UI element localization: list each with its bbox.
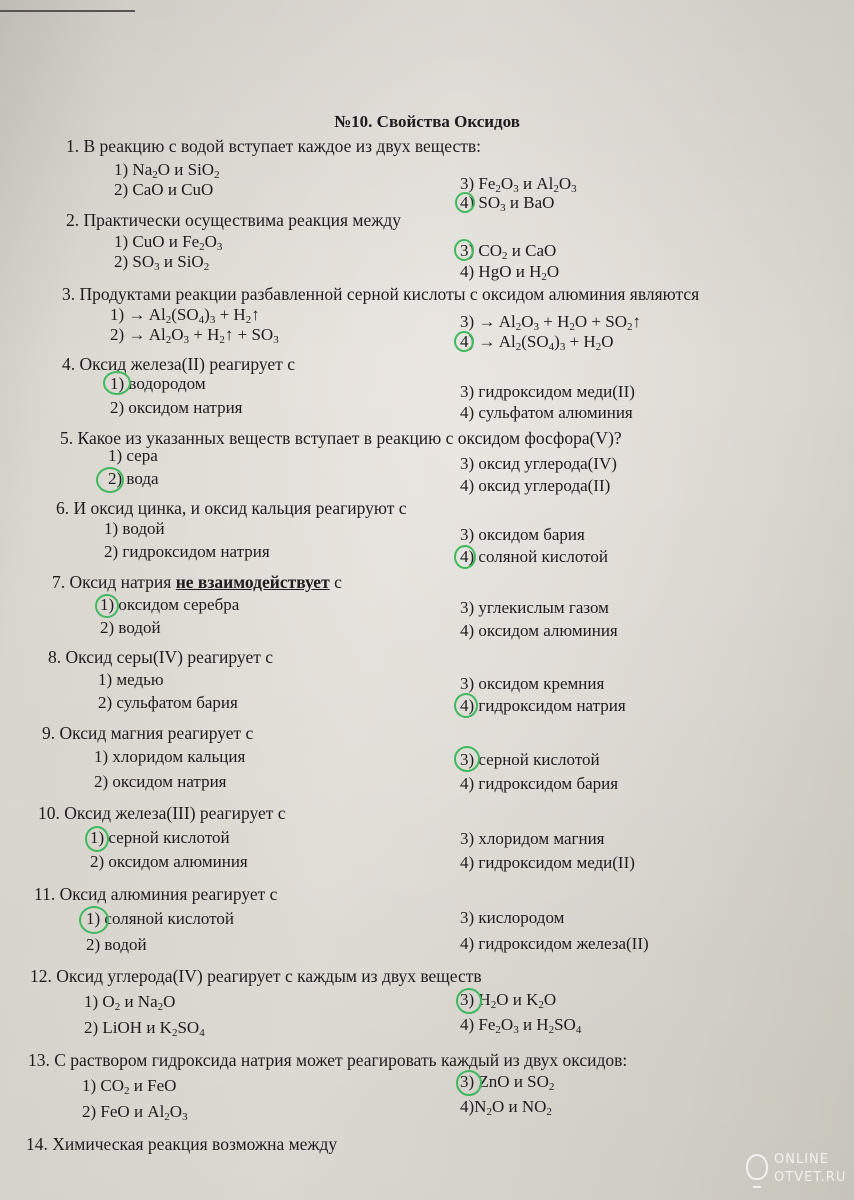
q9-option-1: 1) хлоридом кальция: [94, 747, 246, 766]
q4-option-4: 4) сульфатом алюминия: [460, 403, 633, 422]
question-5: 5. Какое из указанных веществ вступает в реакцию с оксидом фосфора(V)?: [60, 428, 622, 448]
question-7: [52, 572, 342, 592]
q7-option-1: 1) оксидом серебра: [100, 595, 240, 614]
q8-option-1: 1) медью: [98, 670, 164, 689]
question-13: 13. С раствором гидроксида натрия может реагировать каждый из двух оксидов:: [28, 1050, 628, 1070]
q2-option-4: 4) HgO и $H_2O$: [460, 262, 560, 283]
question-11: 11. Оксид алюминия реагирует с: [34, 884, 278, 904]
q13-option-2: 2) FeO и $Al_2O_3$: [82, 1102, 188, 1123]
question-8: 8. Оксид серы(IV) реагирует с: [48, 647, 274, 667]
question-1: 1. В реакцию с водой вступает каждое из двух веществ:: [66, 136, 482, 156]
question-3: 3. Продуктами реакции разбавленной серной кислоты с оксидом алюминия являются: [62, 284, 700, 304]
question-12: 12. Оксид углерода(IV) реагирует с каждым из двух веществ: [30, 966, 482, 986]
q1-option-4: 4) $SO_3$ и BaO: [460, 193, 555, 214]
q13-option-1: 1) $CO_2$ и FeO: [82, 1076, 177, 1097]
watermark-line-2: OTVET.RU: [774, 1170, 847, 1185]
q3-option-4: $4) \to Al_2(SO_4)_3 + H_2O$: [460, 332, 614, 353]
q2-option-1: 1) CuO и $Fe_2O_3$: [114, 232, 223, 253]
q4-option-3: 3) гидроксидом меди(II): [460, 382, 635, 401]
q8-option-2: 2) сульфатом бария: [98, 693, 238, 712]
q12-option-2: 2) LiOH и $K_2SO_4$: [84, 1018, 205, 1039]
q5-option-4: 4) оксид углерода(II): [460, 476, 611, 495]
question-6: 6. И оксид цинка, и оксид кальция реагируют с: [56, 498, 407, 518]
q8-option-4: 4) гидроксидом натрия: [460, 696, 626, 715]
q6-option-1: 1) водой: [104, 519, 165, 538]
q12-option-4: 4) $Fe_2O_3$ и $H_2SO_4$: [460, 1015, 582, 1036]
q7-option-2: 2) водой: [100, 618, 161, 637]
q12-option-3: 3) $H_2O$ и $K_2O$: [460, 990, 557, 1011]
q8-option-3: 3) оксидом кремния: [460, 674, 605, 693]
q7-option-3: 3) углекислым газом: [460, 598, 609, 617]
question-14: 14. Химическая реакция возможна между: [26, 1134, 338, 1154]
q10-option-1: 1) серной кислотой: [90, 828, 230, 847]
q10-option-3: 3) хлоридом магния: [460, 829, 605, 848]
q13-option-3: 3) ZnO и $SO_2$: [460, 1072, 555, 1093]
watermark-logo: [746, 1150, 846, 1192]
q5-option-2: 2) вода: [108, 469, 159, 488]
question-9: 9. Оксид магния реагирует с: [42, 723, 254, 743]
q6-option-3: 3) оксидом бария: [460, 525, 585, 544]
top-rule: [0, 10, 135, 12]
q10-option-2: 2) оксидом алюминия: [90, 852, 248, 871]
q11-option-4: 4) гидроксидом железа(II): [460, 934, 649, 953]
q1-option-2: 2) CaO и CuO: [114, 180, 214, 199]
q4-option-2: 2) оксидом натрия: [110, 398, 243, 417]
q3-option-2: $2) \to Al_2O_3$ + $H_2↑ + SO_3$: [110, 325, 279, 346]
q10-option-4: 4) гидроксидом меди(II): [460, 853, 635, 872]
q5-option-1: 1) сера: [108, 446, 158, 465]
question-7-emphasis: не взаимодействует: [175, 572, 330, 592]
q12-option-1: 1) $O_2$ и $Na_2O$: [84, 992, 176, 1013]
q9-option-2: 2) оксидом натрия: [94, 772, 227, 791]
q1-option-3: 3) $Fe_2O_3$ и $Al_2O_3$: [460, 174, 577, 195]
q11-option-2: 2) водой: [86, 935, 147, 954]
q4-option-1: 1) водородом: [110, 374, 206, 393]
q11-option-1: 1) соляной кислотой: [86, 909, 234, 928]
q3-option-1: $1) \to Al_2(SO_4)_3$ + $H_2↑$: [110, 305, 260, 326]
question-7-tail: с: [329, 572, 342, 592]
page-title: №10. Свойства Оксидов: [334, 112, 520, 131]
q13-option-4: $4)N_2O$ и $NO_2$: [460, 1097, 552, 1118]
q5-option-3: 3) оксид углерода(IV): [460, 454, 617, 473]
question-2: 2. Практически осуществима реакция между: [66, 210, 401, 230]
q6-option-4: 4) соляной кислотой: [460, 547, 608, 566]
question-7-text: 7. Оксид натрия: [52, 572, 176, 592]
q2-option-2: 2) $SO_3$ и SiO$_2$: [114, 252, 210, 273]
question-10: 10. Оксид железа(III) реагирует с: [38, 803, 286, 823]
q11-option-3: 3) кислородом: [460, 908, 565, 927]
q3-option-3: $3) \to Al_2O_3 + H_2O$ + $SO_2↑$: [460, 312, 641, 333]
q7-option-4: 4) оксидом алюминия: [460, 621, 618, 640]
q1-option-1: 1) $Na_2O$ и SiO$_2$: [114, 160, 220, 181]
q9-option-4: 4) гидроксидом бария: [460, 774, 619, 793]
watermark-line-1: ONLINE: [774, 1152, 829, 1167]
lightbulb-icon: [746, 1154, 768, 1180]
q9-option-3: 3) серной кислотой: [460, 750, 600, 769]
question-4: 4. Оксид железа(II) реагирует с: [62, 354, 295, 374]
q2-option-3: 3) $CO_2$ и CaO: [460, 241, 557, 262]
q6-option-2: 2) гидроксидом натрия: [104, 542, 270, 561]
